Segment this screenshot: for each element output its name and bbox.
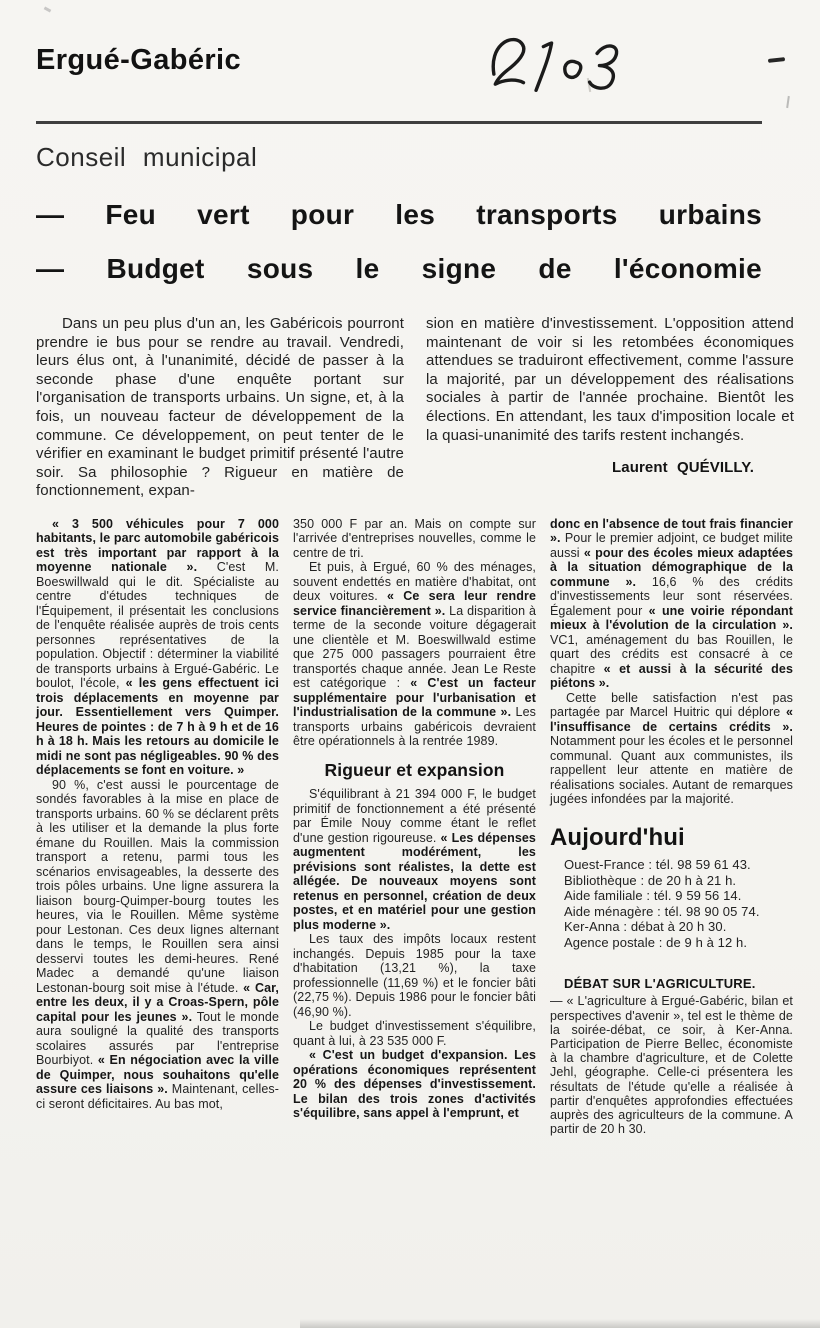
quote-text: « l'insuffisance de certains crédits ». xyxy=(550,705,793,734)
headline-2: — Budget sous le signe de l'économie xyxy=(36,253,762,284)
article-column-2 xyxy=(293,517,536,1137)
quote-text: « Les dépenses augmentent modérément, les prévisions sont réalistes, la dette est allégée. De nouveaux moyens sont retenus en personnel, création de deux postes, et en matériel pour une gestion plus moderne ». xyxy=(293,830,536,932)
body-text: Cette belle satisfaction n'est pas partagée par Marcel Huitric qui déplore xyxy=(550,690,793,720)
handwritten-note-icon xyxy=(482,28,656,120)
paragraph xyxy=(293,560,536,749)
paragraph xyxy=(36,517,279,778)
agenda-title: Aujourd'hui xyxy=(550,823,685,851)
body-text: Pour le premier adjoint, ce budget milite aussi xyxy=(550,531,793,560)
article-column-3 xyxy=(550,517,793,1137)
agenda-item: Aide familiale : tél. 9 59 56 14. xyxy=(564,888,742,904)
paragraph xyxy=(293,1019,536,1048)
quote-text: « C'est un facteur supplémentaire pour l'urbanisation et l'industrialisation de la commune ». xyxy=(293,676,536,720)
quote-text: « les gens effectuent ici trois déplacements en moyenne par jour. Essentiellement vers Quimper. Heures de pointes : de 7 h à 9 h et de 16 h à 18 h. Mais les retours au domicile le midi ne sont pas négligeables. 90 % des déplacements se font en voiture. » xyxy=(36,676,279,778)
headline-1: — Feu vert pour les transports urbains xyxy=(36,199,762,230)
agenda-item: Ouest-France : tél. 98 59 61 43. xyxy=(564,857,751,873)
body-text: 350 000 F par an. Mais on compte sur l'arrivée d'entreprises nouvelles, comme le centre de tri. xyxy=(293,516,536,560)
body-text: La disparition à terme de la seconde voiture dégagerait une clientèle et M. Boeswillwald estime que 275 000 passagers pourraient être transportés chaque année. Jean Le Reste est catégorique : xyxy=(293,603,537,691)
body-text: Le budget d'investissement s'équilibre, quant à lui, à 23 535 000 F. xyxy=(293,1019,536,1048)
body-text: Notamment pour les écoles et le personnel communal. Quant aux communistes, ils rappellent leur attente en matière de réalisations sociales. Autant de remarques jugées infondées par la majorité. xyxy=(550,734,793,807)
quote-text: « 3 500 véhicules pour 7 000 habitants, le parc automobile gabéricois est très important par rapport à la moyenne nationale ». xyxy=(36,516,279,575)
body-text: Et puis, à Ergué, 60 % des ménages, souvent endettés en matière d'habitat, ont deux voitures. xyxy=(293,560,536,604)
intro-column-right xyxy=(426,315,794,501)
agenda-item: Agence postale : de 9 h à 12 h. xyxy=(564,934,748,950)
section-title: Ergué-Gabéric xyxy=(36,44,242,76)
quote-text: « Car, entre les deux, il y a Croas-Spern, pôle capital pour les jeunes ». xyxy=(36,980,279,1024)
body-text: 16,6 % des crédits d'investissements leur sont réservées. Également pour xyxy=(550,574,793,618)
body-text: 90 %, c'est aussi le pourcentage de sondés favorables à la mise en place de transports urbains. 60 % se déclarent prêts à les utiliser et la demande la plus forte émane du Rouillen. Mais la commission transport a retenu, parmi tous les scénarios envisageables, la desserte des trois pôles urbains. Une ligne assurera la liaison bourg-Quimper-bourg toutes les heures, via le Rouillen. Même système pour Lestonan. Ces deux lignes alternant dans le temps, le Rouillen sera ainsi desservi toutes les demi-heures. René Madec a demandé qu'une liaison Lestonan-bourg soit mise à l'étude. xyxy=(36,777,279,995)
body-text: VC1, aménagement du bas Rouillen, le quart des crédits est consacré à ce chapitre xyxy=(550,632,793,676)
debate-title: DÉBAT SUR L'AGRICULTURE. xyxy=(564,976,756,992)
paragraph xyxy=(550,517,793,691)
body-text: C'est M. Boeswillwald qui le dit. Spécialiste au centre d'études techniques de l'Équipement, il présentait les conclusions de l'enquête réalisée auprès de trois cents personnes représentatives de la population. Objectif : déterminer la viabilité de transports urbains à Ergué-Gabéric. Le boulot, l'école, xyxy=(36,560,279,691)
body-text: Les transports urbains gabéricois devraient être opérationnels à la rentrée 1989. xyxy=(293,705,537,749)
agenda-item: Aide ménagère : tél. 98 90 05 74. xyxy=(564,903,760,919)
body-text: Tout le monde aura souligné la qualité des transports scolaires assurés par l'entreprise Bourbiyot. xyxy=(36,1009,279,1068)
paragraph xyxy=(550,691,793,807)
byline: Laurent QUÉVILLY. xyxy=(611,459,754,477)
article-column-1 xyxy=(36,517,279,1137)
paragraph xyxy=(293,787,536,932)
body-text: Les taux des impôts locaux restent inchangés. Depuis 1985 pour la taxe d'habitation (13,21 %), la taxe professionnelle (11,69 %) et le foncier bâti (22,75 %). Depuis 1986 pour le foncier bâti (46,90 %). xyxy=(293,932,536,1019)
quote-text: donc en l'absence de tout frais financier ». xyxy=(550,516,793,546)
intro-paragraph-right: sion en matière d'investissement. L'opposition attend maintenant de voir si les retombées économiques attendues se traduiront effectivement, comme l'assure la majorité, par un développement des réalisations sociales à partir de l'année prochaine. Bientôt les élections. En attendant, les taux d'imposition locale et la quasi-unanimité des tarifs restent inchangés. xyxy=(426,315,794,444)
paragraph xyxy=(36,778,279,1112)
quote-text: « une voirie répondant mieux à l'évolution de la circulation ». xyxy=(550,603,793,633)
quote-text: « Ce sera leur rendre service financièrement ». xyxy=(293,589,536,618)
article-body-columns xyxy=(36,517,793,1137)
paragraph xyxy=(293,517,536,561)
headline-block xyxy=(36,199,762,285)
quote-text: « En négociation avec la ville de Quimper, nous souhaitons qu'elle assure ces liaisons ». xyxy=(36,1053,279,1097)
debate-text: — « L'agriculture à Ergué-Gabéric, bilan et perspectives d'avenir », tel est le thème de la soirée-débat, ce soir, à Ker-Anna. Participation de Pierre Bellec, économiste à la chambre d'agriculture, et de Colette Jehl, géographe. Celle-ci présentera les résultats de l'étude qu'elle a réalisée à partir d'enquêtes approfondies effectuées auprès des agriculteurs de la commune. A partir de 20 h 30. xyxy=(550,994,793,1137)
agenda-item: Bibliothèque : de 20 h à 21 h. xyxy=(564,872,737,888)
masthead-rule xyxy=(36,121,762,124)
agenda-item: Ker-Anna : débat à 20 h 30. xyxy=(564,919,727,935)
body-text: S'équilibrant à 21 394 000 F, le budget primitif de fonctionnement a été présenté par Émile Nouy comme étant le reflet d'une gestion rigoureuse. xyxy=(293,787,536,845)
paragraph xyxy=(293,932,536,1019)
paragraph xyxy=(293,1048,536,1121)
intro-columns xyxy=(36,315,796,501)
article-kicker: Conseil municipal xyxy=(36,142,258,172)
subhead-rigueur-et-expansion: Rigueur et expansion xyxy=(324,759,505,780)
intro-paragraph-left: Dans un peu plus d'un an, les Gabéricois pourront prendre ie bus pour se rendre au travail. Vendredi, leurs élus ont, à l'unanimité, décidé de passer à la seconde phase d'une enquête portant sur l'organisation de transports urbains. Un signe, et, à la fois, un nouveau facteur de développement de la commune. Ce développement, on peut tenter de le vérifier en examinant le budget primitif présenté l'autre soir. Sa philosophie ? Rigueur en matière de fonctionnement, expan- xyxy=(36,315,404,500)
quote-text: « et aussi à la sécurité des piétons ». xyxy=(550,661,794,691)
intro-column-left xyxy=(36,315,404,501)
scan-bottom-shadow xyxy=(300,1319,820,1328)
quote-text: « pour des écoles mieux adaptées à la situation démographique de la commune ». xyxy=(550,545,793,589)
quote-text: « C'est un budget d'expansion. Les opérations économiques représentent 20 % des dépenses d'investissement. Le bilan des trois zones d'activités s'équilibre, sans appel à l'emprunt, et xyxy=(293,1048,536,1121)
body-text: Maintenant, celles-ci seront déficitaires. Au bas mot, xyxy=(36,1082,279,1111)
